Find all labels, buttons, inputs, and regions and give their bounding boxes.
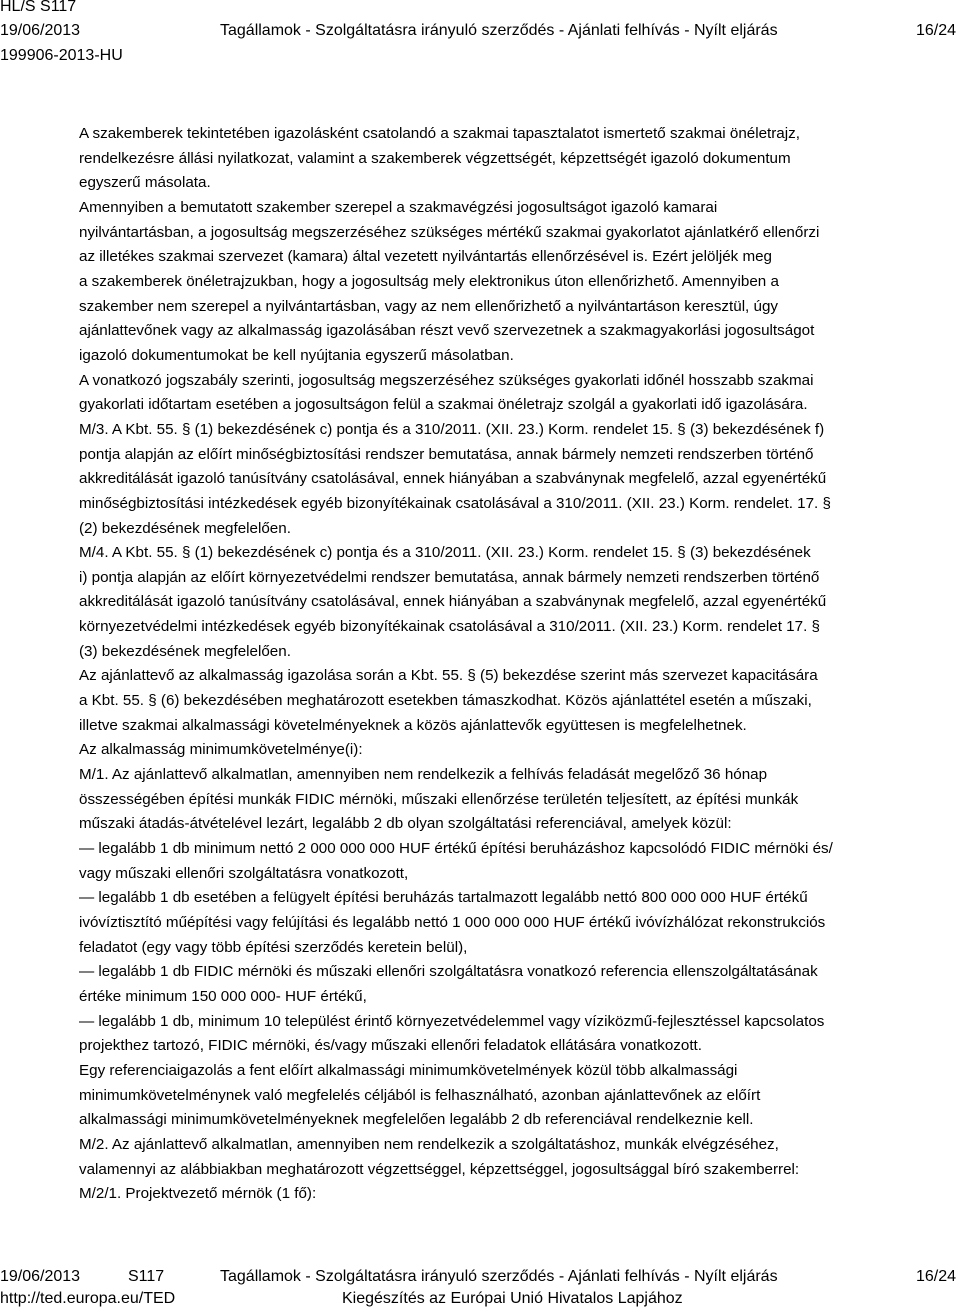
text-line: rendelkezésre állási nyilatkozat, valamint a szakemberek végzettségét, képzettségét igazoló dokumentum [79, 149, 791, 167]
text-line: feladatot (egy vagy több építési szerződés keretein belül), [79, 938, 468, 956]
text-line: — legalább 1 db esetében a felügyelt építési beruházás tartalmazott legalább nettó 800 000 000 HUF értékű [79, 889, 808, 907]
text-line: (3) bekezdésének megfelelően. [79, 642, 291, 660]
footer-url[interactable]: http://ted.europa.eu/TED [0, 1290, 176, 1307]
text-line: egyszerű másolata. [79, 174, 211, 192]
text-line: illetve szakmai alkalmassági követelményeknek a közös ajánlattevők együttesen is megfelelhetnek. [79, 716, 747, 734]
text-line: i) pontja alapján az előírt környezetvédelmi rendszer bemutatása, annak bármely nemzeti rendszerben történő [79, 568, 820, 586]
text-line: — legalább 1 db, minimum 10 települést érintő környezetvédelemmel vagy víziközmű-fejlesztéssel kapcsolatos [79, 1012, 825, 1030]
text-line: — legalább 1 db FIDIC mérnöki és műszaki ellenőri szolgáltatásra vonatkozó referencia ellenszolgáltatásának [79, 963, 818, 981]
text-line: Az alkalmasság minimumkövetelménye(i): [79, 741, 363, 759]
text-line: A vonatkozó jogszabály szerinti, jogosultság megszerzéséhez szükséges gyakorlati időnél hosszabb szakmai [79, 371, 814, 389]
text-line: szakember nem szerepel a nyilvántartásban, vagy az nem ellenőrizhető a nyilvántartáson keresztül, úgy [79, 297, 778, 315]
notice-id: 199906-2013-HU [0, 47, 123, 64]
text-line: gyakorlati időtartam esetében a jogosultságon felül a szakmai önéletrajz szolgál a gyakorlati idő igazolására. [79, 396, 808, 414]
text-line: ivóvíztisztító műépítési vagy felújítási és legalább nettó 1 000 000 000 HUF értékű ivóvízhálózat rekonstrukciós [79, 914, 826, 931]
text-line: minőségbiztosítási intézkedések egyéb bizonyítékainak csatolásával a 310/2011. (XII. 23.) Korm. rendelet. 17. § [79, 494, 831, 512]
text-line: minimumkövetelménynek való megfelelés céljából is felhasználható, azonban ajánlattevőnek az előírt [79, 1086, 761, 1104]
text-line: M/2. Az ajánlattevő alkalmatlan, amennyiben nem rendelkezik a szolgáltatáshoz, munkák elvégzéséhez, [79, 1135, 779, 1153]
text-line: értéke minimum 150 000 000- HUF értékű, [79, 987, 367, 1005]
text-line: alkalmassági minimumkövetelményeknek megfelelően legalább 2 db referenciával rendelkeznie kell. [79, 1111, 754, 1129]
text-line: környezetvédelmi intézkedések egyéb bizonyítékainak csatolásával a 310/2011. (XII. 23.) Korm. rendelet 17. § [79, 618, 820, 636]
footer-publication: Kiegészítés az Európai Unió Hivatalos Lapjához [342, 1290, 683, 1307]
text-line: M/2/1. Projektvezető mérnök (1 fő): [79, 1185, 317, 1203]
header-title: Tagállamok - Szolgáltatásra irányuló szerződés - Ajánlati felhívás - Nyílt eljárás [220, 22, 778, 39]
text-line: igazoló dokumentumokat be kell nyújtania egyszerű másolatban. [79, 346, 514, 364]
text-line: vagy műszaki ellenőri szolgáltatásra vonatkozott, [79, 864, 409, 882]
text-line: nyilvántartásban, a jogosultság megszerzéséhez szükséges mértékű szakmai gyakorlatot ajánlatkérő ellenőrzi [79, 223, 820, 241]
text-line: a Kbt. 55. § (6) bekezdésében meghatározott esetekben támaszkodhat. Közös ajánlattétel esetén a műszaki, [79, 692, 812, 710]
text-line: ajánlattevőnek vagy az alkalmasság igazolásában részt vevő szervezetnek a szakmagyakorlási jogosultságot [79, 322, 815, 340]
text-line: A szakemberek tekintetében igazolásként csatolandó a szakmai tapasztalatot ismertető szakmai önéletrajz, [79, 125, 800, 142]
text-line: pontja alapján az előírt minőségbiztosítási rendszer bemutatása, annak bármely nemzeti rendszerben történő [79, 445, 814, 463]
text-line: M/1. Az ajánlattevő alkalmatlan, amennyiben nem rendelkezik a felhívás feladását megelőző 36 hónap [79, 766, 768, 784]
document-body [79, 122, 955, 1207]
text-line: akkreditálását igazoló tanúsítvány csatolásával, ennek hiányában a szabványnak megfelelő, azzal egyenértékű [79, 593, 827, 611]
text-line: műszaki átadás-átvételével lezárt, legalább 2 db olyan szolgáltatási referenciával, amelyek közül: [79, 815, 732, 833]
text-line: valamennyi az alábbiakban meghatározott végzettséggel, képzettséggel, jogosultsággal bíró szakemberrel: [79, 1160, 800, 1178]
text-line: projekthez tartozó, FIDIC mérnöki, és/vagy műszaki ellenőri feladatok ellátására vonatkozott. [79, 1037, 702, 1055]
text-line: az illetékes szakmai szervezet (kamara) által vezetett nyilvántartás ellenőrzésével is. Ezért jelöljék meg [79, 248, 772, 266]
text-line: a szakemberek önéletrajzukban, hogy a jogosultság mely elektronikus úton ellenőrizhető. Amennyiben a [79, 272, 779, 290]
doc-ref: HL/S S117 [0, 0, 77, 15]
text-line: (2) bekezdésének megfelelően. [79, 519, 291, 537]
footer-date: 19/06/2013 [0, 1268, 81, 1285]
text-line: Amennyiben a bemutatott szakember szerepel a szakmavégzési jogosultságot igazoló kamarai [79, 198, 718, 216]
text-line: Egy referenciaigazolás a fent előírt alkalmassági minimumkövetelmények közül több alkalmassági [79, 1061, 738, 1079]
footer-series: S117 [128, 1268, 165, 1285]
footer-title: Tagállamok - Szolgáltatásra irányuló szerződés - Ajánlati felhívás - Nyílt eljárás [220, 1268, 778, 1285]
text-line: akkreditálását igazoló tanúsítvány csatolásával, ennek hiányában a szabványnak megfelelő, azzal egyenértékű [79, 470, 827, 488]
text-line: M/4. A Kbt. 55. § (1) bekezdésének c) pontja és a 310/2011. (XII. 23.) Korm. rendelet 15. § (3) bekezdésének [79, 544, 811, 562]
text-line: Az ajánlattevő az alkalmasság igazolása során a Kbt. 55. § (5) bekezdése szerint más szervezet kapacitására [79, 667, 818, 685]
header-date: 19/06/2013 [0, 22, 81, 39]
text-line: összességében építési munkák FIDIC mérnöki, műszaki ellenőrzése területén teljesített, az építési munkák [79, 790, 799, 808]
footer-page-number: 16/24 [915, 1268, 956, 1285]
text-line: — legalább 1 db minimum nettó 2 000 000 000 HUF értékű építési beruházáshoz kapcsolódó FIDIC mérnöki és/ [79, 840, 833, 858]
text-line: M/3. A Kbt. 55. § (1) bekezdésének c) pontja és a 310/2011. (XII. 23.) Korm. rendelet 15. § (3) bekezdésének f) [79, 420, 825, 438]
header-page-number: 16/24 [915, 22, 956, 39]
